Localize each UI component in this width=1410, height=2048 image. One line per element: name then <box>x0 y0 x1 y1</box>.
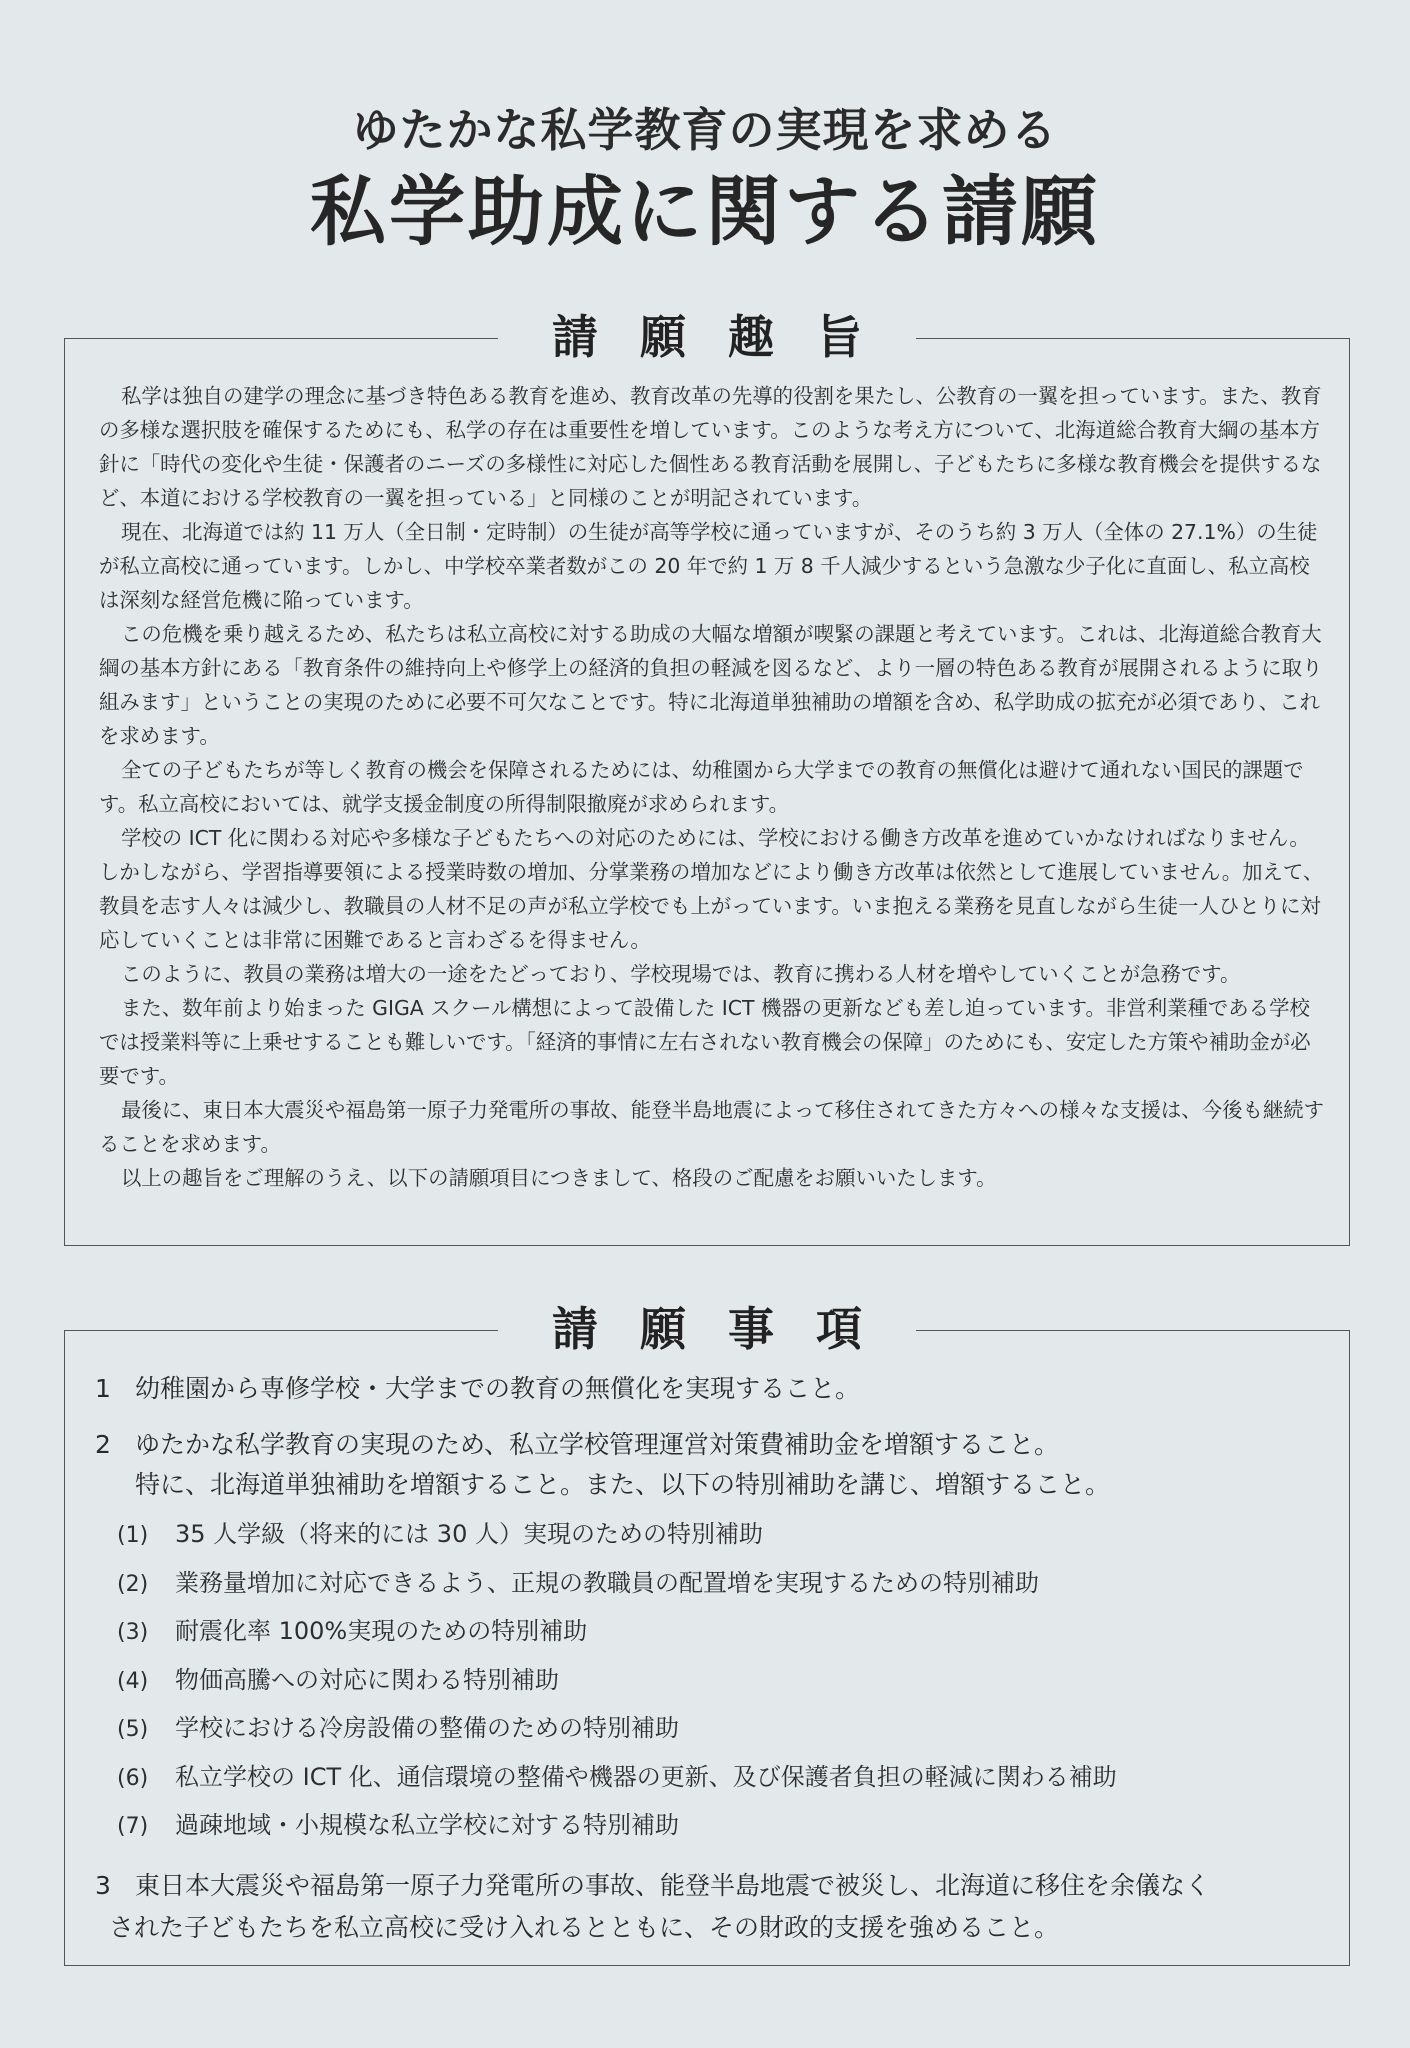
petition-item-3 <box>95 1865 1323 1949</box>
purpose-paragraph: 最後に、東日本大震災や福島第一原子力発電所の事故、能登半島地震によって移住されてきた方々への様々な支援は、今後も継続することを求めます。 <box>99 1098 1325 1156</box>
item-text-continued: された子どもたちを私立高校に受け入れるとともに、その財政的支援を強めること。 <box>109 1912 1060 1942</box>
purpose-heading: 請願趣旨 <box>498 305 916 369</box>
page-title: 私学助成に関する請願 <box>310 167 1100 256</box>
list-item <box>117 1657 1323 1706</box>
item-text: ゆたかな私学教育の実現のため、私立学校管理運営対策費補助金を増額すること。 <box>135 1430 1060 1459</box>
list-number: (2) <box>117 1571 149 1597</box>
purpose-paragraph: 現在、北海道では約 11 万人（全日制・定時制）の生徒が高等学校に通っていますが、そのうち約 3 万人（全体の 27.1%）の生徒が私立高校に通っています。しかし、中学校卒業者数がこの 20 年で約 1 万 8 千人減少するという急激な少子化に直面し、私立高校は深刻な経営危機に陥っています。 <box>99 520 1318 612</box>
list-number: (3) <box>117 1620 149 1645</box>
list-number: (1) <box>117 1523 149 1548</box>
purpose-paragraph: 全ての子どもたちが等しく教育の機会を保障されるためには、幼稚園から大学までの教育の無償化は避けて通れない国民的課題です。私立高校においては、就学支援金制度の所得制限撤廃が求められます。 <box>99 758 1304 816</box>
item-text-continued: 特に、北海道単独補助を増額すること。また、以下の特別補助を講じ、増額すること。 <box>135 1470 1111 1499</box>
list-text: 私立学校の ICT 化、通信環境の整備や機器の更新、及び保護者負担の軽減に関わる補助 <box>175 1762 1117 1791</box>
list-text: 業務量増加に対応できるよう、正規の教職員の配置増を実現するための特別補助 <box>175 1568 1039 1597</box>
list-text: 物価高騰への対応に関わる特別補助 <box>175 1665 559 1694</box>
list-text: 耐震化率 100%実現のための特別補助 <box>175 1617 588 1645</box>
list-item <box>117 1560 1323 1609</box>
item-number: 2 <box>95 1430 111 1459</box>
purpose-paragraph: また、数年前より始まった GIGA スクール構想によって設備した ICT 機器の更新なども差し迫っています。非営利業種である学校では授業料等に上乗せすることも難しいです。「経済的事情に左右されない教育機会の保障」のためにも、安定した方策や補助金が必要です。 <box>99 996 1311 1088</box>
items-heading-wrap <box>65 1297 1349 1361</box>
special-subsidy-list <box>117 1511 1323 1851</box>
list-text: 過疎地域・小規模な私立学校に対する特別補助 <box>175 1811 679 1839</box>
list-item <box>117 1511 1323 1560</box>
list-text: 学校における冷房設備の整備のための特別補助 <box>175 1714 679 1742</box>
title-subtitle: ゆたかな私学教育の実現を求める <box>352 103 1058 157</box>
petition-item-1 <box>95 1369 1323 1409</box>
petition-item-2 <box>95 1425 1323 1505</box>
list-item <box>117 1802 1323 1851</box>
purpose-paragraph: 学校の ICT 化に関わる対応や多様な子どもたちへの対応のためには、学校における働き方改革を進めていかなければなりません。しかしながら、学習指導要領による授業時数の増加、分掌業務の増加などにより働き方改革は依然として進展していません。加えて、教員を志す人々は減少し、教職員の人材不足の声が私立学校でも上がっています。いま抱える業務を見直しながら生徒一人ひとりに対応していくことは非常に困難であると言わざるを得ません。 <box>99 826 1324 952</box>
purpose-paragraph: 私学は独自の建学の理念に基づき特色ある教育を進め、教育改革の先導的役割を果たし、公教育の一翼を担っています。また、教育の多様な選択肢を確保するためにも、私学の存在は重要性を増しています。このような考え方について、北海道総合教育大綱の基本方針に「時代の変化や生徒・保護者のニーズの多様性に対応した個性ある教育活動を展開し、子どもたちに多様な教育機会を提供するなど、本道における学校教育の一翼を担っている」と同様のことが明記されています。 <box>99 384 1322 510</box>
list-item <box>117 1754 1323 1803</box>
list-text: 35 人学級（将来的には 30 人）実現のための特別補助 <box>175 1520 763 1548</box>
item-number: 1 <box>95 1374 111 1403</box>
purpose-paragraph: このように、教員の業務は増大の一途をたどっており、学校現場では、教育に携わる人材を増やしていくことが急務です。 <box>121 962 1241 986</box>
items-heading: 請願事項 <box>498 1297 916 1361</box>
list-number: (5) <box>117 1717 149 1742</box>
list-number: (4) <box>117 1668 149 1694</box>
list-item <box>117 1608 1323 1657</box>
title-block <box>0 100 1410 260</box>
items-section <box>64 1302 1350 1966</box>
purpose-body <box>99 379 1327 1195</box>
purpose-section <box>64 310 1350 1246</box>
list-number: (6) <box>117 1765 149 1791</box>
item-number: 3 <box>95 1870 111 1900</box>
item-text: 幼稚園から専修学校・大学までの教育の無償化を実現すること。 <box>135 1374 861 1403</box>
purpose-heading-wrap <box>65 305 1349 369</box>
item-text: 東日本大震災や福島第一原子力発電所の事故、能登半島地震で被災し、北海道に移住を余儀なく <box>135 1870 1211 1900</box>
list-number: (7) <box>117 1814 149 1839</box>
list-item <box>117 1705 1323 1754</box>
purpose-paragraph: この危機を乗り越えるため、私たちは私立高校に対する助成の大幅な増額が喫緊の課題と考えています。これは、北海道総合教育大綱の基本方針にある「教育条件の維持向上や修学上の経済的負担の軽減を図るなど、より一層の特色ある教育が展開されるように取り組みます」ということの実現のために必要不可欠なことです。特に北海道単独補助の増額を含め、私学助成の拡充が必須であり、これを求めます。 <box>99 622 1323 748</box>
items-body <box>95 1369 1323 1965</box>
purpose-paragraph: 以上の趣旨をご理解のうえ、以下の請願項目につきまして、格段のご配慮をお願いいたします。 <box>121 1166 997 1190</box>
